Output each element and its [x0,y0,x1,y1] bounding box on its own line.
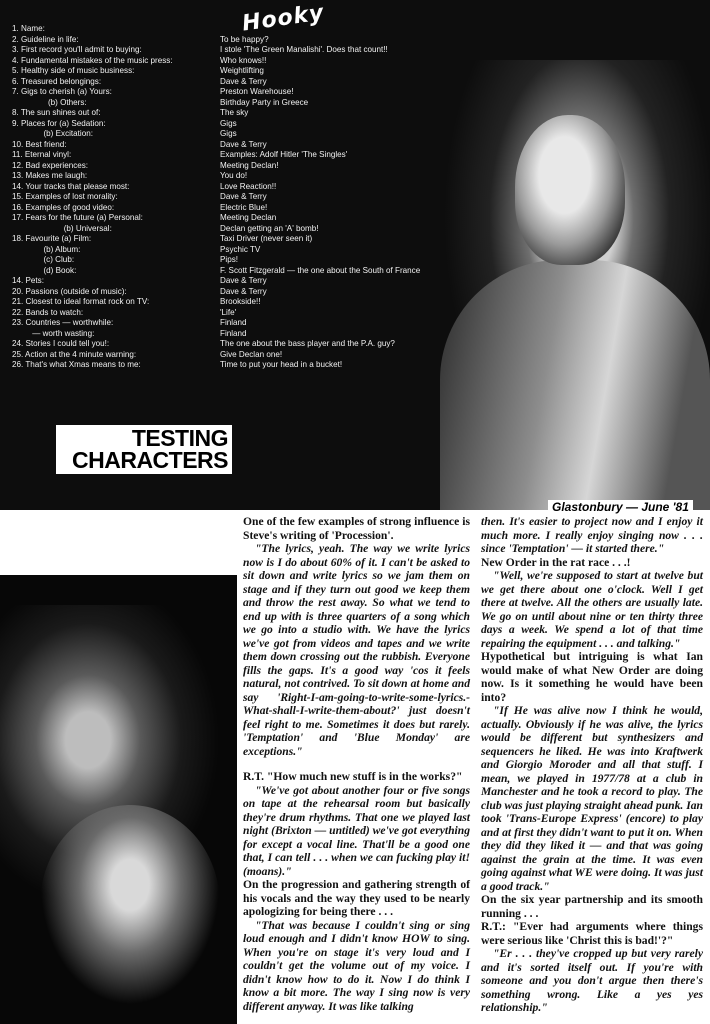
article-paragraph: then. It's easier to project now and I enjoy it much more. I really enjoy singing now . . . since 'Temptation' — it started there." [481,515,703,555]
article-column-2 [481,515,703,1015]
portrait-head [515,115,625,265]
answer-line: 'Life' [220,307,237,317]
question-line: 20. Passions (outside of music): [12,286,127,296]
answer-line: F. Scott Fitzgerald — the one about the South of France [220,265,421,275]
question-line: 4. Fundamental mistakes of the music press: [12,55,173,65]
answer-line: Gigs [220,129,237,138]
article-paragraph: "If He was alive now I think he would, actually. Obviously if he was alive, the lyrics would be different but synthesizers and sequencers he liked. He was into Kraftwerk and Giorgio Moroder and all that stuff. I mean, we played in 1977/78 at a club in Manchester and he took a record to play. The club was just playing straight ahead punk. Ian took 'Trans-Europe Express' (encore) to play and at first they didn't want to put it on. When they did they liked it — and that was going against the grain at the time. It was even going against what WE were doing. It was just a good track." [481,704,703,893]
answer-line: Dave & Terry [220,76,267,86]
question-line: 1. Name: [12,24,45,33]
answer-line: To be happy? [220,34,269,44]
photo-caption: Glastonbury — June '81 [548,500,693,514]
answer-line [220,24,480,35]
answer-line: Examples: Adolf Hitler 'The Singles' [220,150,348,159]
question-line: 8. The sun shines out of: [12,108,101,117]
answer-line: Psychic TV [220,244,261,254]
answer-line: Declan getting an 'A' bomb! [220,223,319,233]
question-line: 14. Your tracks that please most: [12,181,130,191]
question-line: 15. Examples of lost morality: [12,192,118,201]
hooky-logo: Hooky [240,0,326,37]
question-line: 11. Eternal vinyl: [12,150,72,159]
article-paragraph: New Order in the rat race . . .! [481,555,631,569]
answer-line: Birthday Party in Greece [220,97,309,107]
question-line: 14. Pets: [12,276,44,285]
question-line: — worth wasting: [12,328,95,338]
question-line: 22. Bands to watch: [12,307,84,317]
question-line: 3. First record you'll admit to buying: [12,45,142,54]
question-line: (d) Book: [12,265,77,275]
article-heading [56,425,232,474]
answer-line: Pips! [220,255,238,264]
answer-line: Meeting Declan! [220,160,279,170]
article-paragraph: One of the few examples of strong influence is Steve's writing of 'Procession'. [243,515,470,542]
live-photo [0,575,237,1024]
question-line: 2. Guideline in life: [12,34,79,44]
question-line: 6. Treasured belongings: [12,76,102,86]
answer-line: Finland [220,318,247,327]
answer-line: Gigs [220,118,237,128]
answer-line: The one about the bass player and the P.A. guy? [220,339,395,348]
article-paragraph: "Er . . . they've cropped up but very rarely and it's sorted itself out. If you're with someone and you don't argue then there's something wrong. Like a yes yes relationship." [481,947,703,1014]
article-paragraph: Hypothetical but intriguing is what Ian would make of what New Order are doing now. Is it something he would have been into? [481,650,703,704]
portrait-body [440,260,710,510]
question-line: 13. Makes me laugh: [12,171,88,180]
answer-line: Time to put your head in a bucket! [220,360,343,369]
answer-line: Finland [220,328,247,338]
answer-line: Taxi Driver (never seen it) [220,234,313,243]
question-line: 25. Action at the 4 minute warning: [12,349,137,359]
answer-line: Love Reaction!! [220,181,277,191]
question-line: 16. Examples of good video: [12,202,115,212]
live-photo-hand [40,805,220,1005]
question-line: 7. Gigs to cherish (a) Yours: [12,87,112,96]
answer-line: Dave & Terry [220,192,267,201]
heading-line-1: TESTING [131,425,228,451]
answer-line: Dave & Terry [220,286,267,296]
article-paragraph: On the six year partnership and its smooth running . . . [481,893,703,920]
questionnaire-answers [220,24,480,371]
article-paragraph: "We've got about another four or five songs on tape at the rehearsal room but basically they're drum rhythms. That one we played last night (Brixton — untitled) we've got everything for except a vocal line. That'll be a good one that, I can tell . . . when we can fucking play it! (moans)." [243,783,470,878]
question-line: 26. That's what Xmas means to me: [12,360,141,369]
question-line: 10. Best friend: [12,139,67,149]
article-paragraph: "The lyrics, yeah. The way we write lyrics now is I do about 60% of it. I can't be asked to sit down and write lyrics so we jam them on stage and if they turn out good we keep them and throw the rest away. So what we tend to end up with is three quarters of a song which we go into a studio with. We have the lyrics we've got from videos and tapes and we write them down crossing out the rubbish. Everyone fills the gaps. It's a good way 'cos it feels natural, not contrived. To sit down at home and say 'Right-I-am-going-to-write-some-lyrics.-What-shall-I-write-them-about?' just doesn't feel right to me. Sometimes it does but rarely. 'Temptation' and 'Blue Monday' are exceptions." [243,542,470,758]
article-paragraph: R.T.: "Ever had arguments where things were serious like 'Christ this is bad!'?" [481,920,703,947]
heading-line-2: CHARACTERS [72,447,228,473]
answer-line: Meeting Declan [220,213,277,222]
answer-line: You do! [220,171,248,180]
question-line: (b) Album: [12,244,81,254]
question-line: 18. Favourite (a) Film: [12,234,92,243]
answer-line: The sky [220,108,249,117]
answer-line: Give Declan one! [220,349,283,359]
article-paragraph: On the progression and gathering strength of his vocals and the way they used to be nearly apologizing for being there . . . [243,878,470,918]
question-line: 5. Healthy side of music business: [12,66,135,75]
answer-line: Electric Blue! [220,202,268,212]
question-line: (b) Others: [12,97,87,107]
answer-line: Brookside!! [220,297,261,306]
question-line: 17. Fears for the future (a) Personal: [12,213,143,222]
questionnaire-questions [12,24,222,371]
question-line: (b) Excitation: [12,129,93,138]
question-line: (b) Universal: [12,223,112,233]
answer-line: I stole 'The Green Manalishi'. Does that count!! [220,45,388,54]
question-line: 9. Places for (a) Sedation: [12,118,106,128]
answer-line: Dave & Terry [220,139,267,149]
article-paragraph: R.T. "How much new stuff is in the works?" [243,770,463,783]
article-paragraph: "That was because I couldn't sing or sing loud enough and I didn't know HOW to sing. When you're on stage it's very loud and I couldn't get the volume out of my voice. I didn't know how to do it. Now I do think I know a bit more. The way I sing now is very different anyway. It was like talking [243,918,470,1013]
answer-line: Preston Warehouse! [220,87,294,96]
question-line: (c) Club: [12,255,75,264]
question-line: 12. Bad experiences: [12,160,89,170]
question-line: 24. Stories I could tell you!: [12,339,110,348]
article-column-1 [243,515,470,1013]
question-line: 21. Closest to ideal format rock on TV: [12,297,150,306]
article-paragraph: "Well, we're supposed to start at twelve but we get there about one o'clock. Well I get there at twelve. All the others are usually late. We go on until about nine or ten thirty three days a week. We spend a lot of that time repairing the equipment . . . and talking." [481,569,703,650]
answer-line: Weightlifting [220,66,264,75]
answer-line: Dave & Terry [220,276,267,285]
question-line: 23. Countries — worthwhile: [12,318,114,327]
answer-line: Who knows!! [220,55,267,65]
